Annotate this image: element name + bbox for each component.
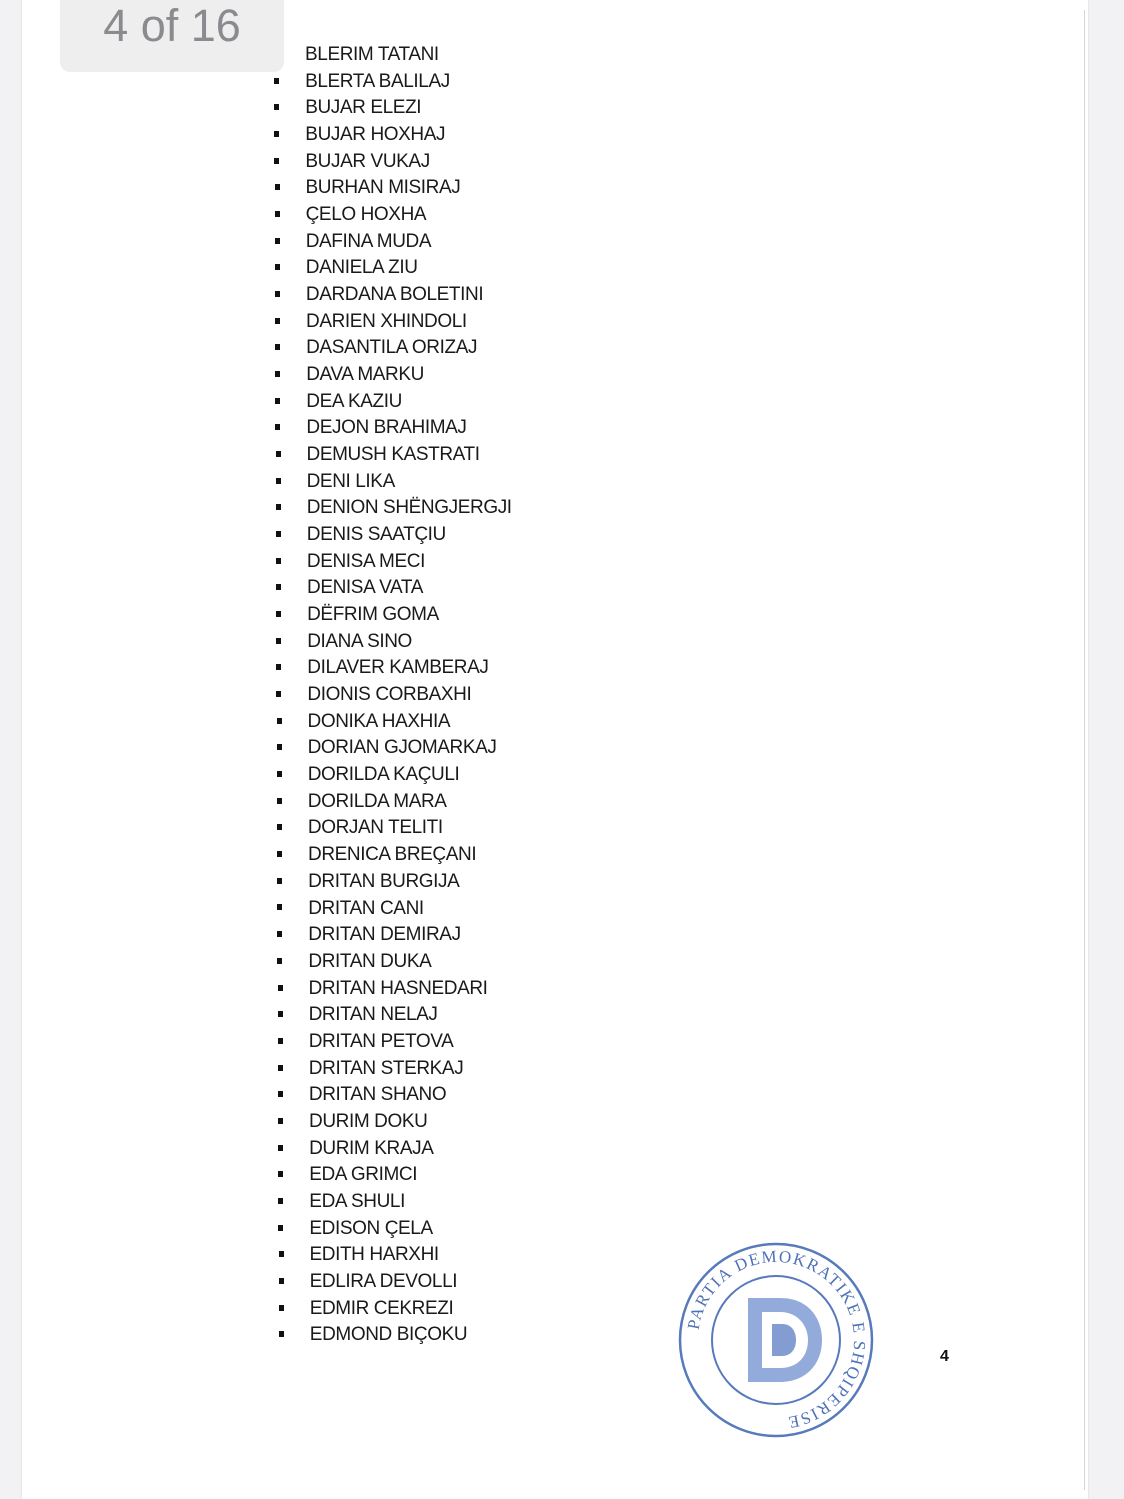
list-item <box>270 682 512 709</box>
list-item <box>270 815 512 842</box>
bullet-icon <box>278 1198 283 1204</box>
bullet-icon <box>278 1065 283 1071</box>
list-item-name: DRITAN DUKA <box>308 950 432 972</box>
bullet-icon <box>278 1145 283 1151</box>
list-item <box>270 842 512 869</box>
bullet-icon <box>275 398 280 404</box>
list-item-name: BUJAR ELEZI <box>305 97 422 119</box>
list-item <box>270 549 512 576</box>
list-item <box>270 1056 512 1083</box>
list-item-name: BLERTA BALILAJ <box>305 70 450 92</box>
bullet-icon <box>274 78 279 84</box>
bullet-icon <box>278 1171 283 1177</box>
bullet-icon <box>274 131 279 137</box>
bullet-icon <box>278 1038 283 1044</box>
list-item <box>270 69 512 96</box>
list-item <box>270 122 512 149</box>
list-item <box>270 335 512 362</box>
list-item-name: DORILDA MARA <box>307 790 447 812</box>
list-item-name: DARDANA BOLETINI <box>305 284 484 306</box>
bullet-icon <box>275 291 280 297</box>
page-indicator: 4 of 16 <box>60 0 284 72</box>
list-item-name: DENISA VATA <box>307 577 423 599</box>
bullet-icon <box>277 824 282 830</box>
bullet-icon <box>276 691 281 697</box>
bullet-icon <box>276 664 281 670</box>
bullet-icon <box>276 531 281 537</box>
bullet-icon <box>275 424 280 430</box>
list-item-name: ÇELO HOXHA <box>305 204 427 226</box>
list-item <box>270 655 512 682</box>
list-item-name: DRITAN BURGIJA <box>308 870 460 892</box>
name-list <box>270 42 512 1349</box>
list-item-name: BUJAR HOXHAJ <box>305 124 446 146</box>
list-item <box>270 709 512 736</box>
bullet-icon <box>277 718 282 724</box>
bullet-icon <box>276 638 281 644</box>
list-item <box>270 1269 512 1296</box>
list-item <box>270 896 512 923</box>
bullet-icon <box>278 1011 283 1017</box>
list-item <box>270 976 512 1003</box>
list-item <box>270 1136 512 1163</box>
list-item-name: DRITAN PETOVA <box>308 1030 454 1052</box>
list-item <box>270 1029 512 1056</box>
list-item <box>270 202 512 229</box>
bullet-icon <box>275 318 280 324</box>
list-item <box>270 1162 512 1189</box>
list-item <box>270 1322 512 1349</box>
list-item-name: EDMIR CEKREZI <box>309 1297 454 1319</box>
list-item-name: DILAVER KAMBERAJ <box>307 657 489 679</box>
bullet-icon <box>279 1278 284 1284</box>
list-item-name: EDISON ÇELA <box>309 1217 433 1239</box>
list-item-name: DRENICA BREÇANI <box>308 844 477 866</box>
list-item <box>270 869 512 896</box>
list-item <box>270 255 512 282</box>
bullet-icon <box>279 1305 284 1311</box>
list-item <box>270 762 512 789</box>
list-item-name: DASANTILA ORIZAJ <box>306 337 478 359</box>
list-item-name: DURIM DOKU <box>309 1110 428 1132</box>
list-item-name: EDITH HARXHI <box>309 1244 439 1266</box>
bullet-icon <box>274 104 279 110</box>
list-item-name: DAVA MARKU <box>306 364 424 386</box>
list-item <box>270 922 512 949</box>
list-item-name: EDA SHULI <box>309 1190 405 1212</box>
list-item <box>270 282 512 309</box>
bullet-icon <box>277 958 282 964</box>
bullet-icon <box>274 158 279 164</box>
bullet-icon <box>277 878 282 884</box>
list-item-name: DRITAN SHANO <box>308 1084 447 1106</box>
list-item <box>270 309 512 336</box>
list-item-name: DIONIS CORBAXHI <box>307 684 472 706</box>
list-item-name: DAFINA MUDA <box>305 230 432 252</box>
bullet-icon <box>276 558 281 564</box>
bullet-icon <box>276 451 281 457</box>
list-item-name: DORJAN TELITI <box>307 817 443 839</box>
bullet-icon <box>277 744 282 750</box>
list-item-name: DRITAN NELAJ <box>308 1004 438 1026</box>
bullet-icon <box>276 584 281 590</box>
list-item <box>270 95 512 122</box>
list-item <box>270 389 512 416</box>
list-item <box>270 495 512 522</box>
bullet-icon <box>277 798 282 804</box>
list-item-name: DONIKA HAXHIA <box>307 710 451 732</box>
list-item <box>270 1189 512 1216</box>
list-item <box>270 735 512 762</box>
list-item <box>270 1002 512 1029</box>
bullet-icon <box>278 1225 283 1231</box>
list-item-name: BURHAN MISIRAJ <box>305 177 461 199</box>
party-stamp <box>676 1240 876 1440</box>
list-item-name: DEA KAZIU <box>306 390 402 412</box>
list-item-name: DRITAN DEMIRAJ <box>308 924 461 946</box>
list-item-name: DEJON BRAHIMAJ <box>306 417 467 439</box>
list-item-name: DENIS SAATÇIU <box>306 524 446 546</box>
bullet-icon <box>277 771 282 777</box>
bullet-icon <box>275 264 280 270</box>
list-item-name: BLERIM TATANI <box>305 44 439 65</box>
page-edge <box>1084 10 1085 1490</box>
list-item <box>270 1216 512 1243</box>
list-item <box>270 575 512 602</box>
list-item-name: DIANA SINO <box>307 630 412 652</box>
page-number: 4 <box>940 1348 949 1365</box>
list-item <box>270 1242 512 1269</box>
list-item-name: DORILDA KAÇULI <box>307 764 460 786</box>
bullet-icon <box>277 931 282 937</box>
party-logo-icon <box>748 1298 822 1382</box>
list-item-name: DEMUSH KASTRATI <box>306 444 480 466</box>
list-item <box>270 1109 512 1136</box>
bullet-icon <box>276 611 281 617</box>
list-item <box>270 229 512 256</box>
bullet-icon <box>278 1091 283 1097</box>
list-item <box>270 1082 512 1109</box>
bullet-icon <box>275 184 280 190</box>
bullet-icon <box>276 504 281 510</box>
bullet-icon <box>275 371 280 377</box>
list-item-name: DRITAN CANI <box>308 897 424 919</box>
list-item-name: DRITAN STERKAJ <box>308 1057 464 1079</box>
list-item-name: DANIELA ZIU <box>305 257 418 279</box>
list-item-name: DENI LIKA <box>306 470 395 492</box>
bullet-icon <box>277 904 282 910</box>
bullet-icon <box>277 851 282 857</box>
list-item <box>270 522 512 549</box>
list-item <box>270 442 512 469</box>
list-item <box>270 415 512 442</box>
list-item-name: DËFRIM GOMA <box>307 604 439 626</box>
list-item-name: EDMOND BIÇOKU <box>309 1324 468 1346</box>
list-item <box>270 789 512 816</box>
list-item <box>270 42 512 69</box>
bullet-icon <box>279 1251 284 1257</box>
list-item-name: DURIM KRAJA <box>309 1137 434 1159</box>
list-item-name: DRITAN HASNEDARI <box>308 977 488 999</box>
bullet-icon <box>279 1331 284 1337</box>
bullet-icon <box>278 1118 283 1124</box>
bullet-icon <box>278 985 283 991</box>
document-page <box>22 0 1088 1499</box>
bullet-icon <box>275 344 280 350</box>
bullet-icon <box>275 211 280 217</box>
list-item <box>270 949 512 976</box>
list-item <box>270 1296 512 1323</box>
list-item <box>270 602 512 629</box>
list-item <box>270 469 512 496</box>
list-item <box>270 629 512 656</box>
list-item-name: DARIEN XHINDOLI <box>306 310 467 332</box>
list-item-name: BUJAR VUKAJ <box>305 150 430 172</box>
bullet-icon <box>275 238 280 244</box>
list-item-name: DENION SHËNGJERGJI <box>306 497 512 519</box>
list-item-name: DORIAN GJOMARKAJ <box>307 737 497 759</box>
list-item <box>270 362 512 389</box>
list-item-name: EDLIRA DEVOLLI <box>309 1270 458 1292</box>
list-item-name: DENISA MECI <box>306 550 425 572</box>
list-item <box>270 175 512 202</box>
stamp-text: PARTIA DEMOKRATIKE E SHQIPERISE <box>683 1246 870 1433</box>
bullet-icon <box>276 478 281 484</box>
list-item <box>270 149 512 176</box>
list-item-name: EDA GRIMCI <box>309 1164 418 1186</box>
